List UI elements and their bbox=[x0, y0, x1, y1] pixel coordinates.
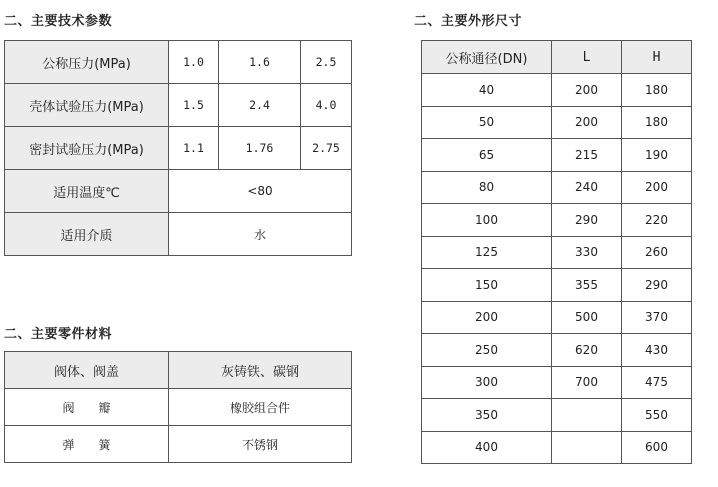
dn-cell: 150 bbox=[422, 269, 552, 302]
part-name: 阀 瓣 bbox=[5, 389, 169, 426]
table-row bbox=[5, 41, 352, 84]
table-row bbox=[5, 170, 352, 213]
l-cell: 240 bbox=[552, 171, 622, 204]
dn-cell: 200 bbox=[422, 301, 552, 334]
seal-test-pressure-label: 密封试验压力(MPa) bbox=[5, 127, 169, 170]
table-row bbox=[422, 269, 692, 302]
l-cell bbox=[552, 399, 622, 432]
header-dn: 公称通径(DN) bbox=[422, 41, 552, 74]
h-cell: 550 bbox=[622, 399, 692, 432]
parts-title: 二、主要零件材料 bbox=[4, 327, 113, 342]
seal-test-pressure-value: 2.75 bbox=[301, 127, 352, 170]
shell-test-pressure-value: 1.5 bbox=[169, 84, 219, 127]
header-l: L bbox=[552, 41, 622, 74]
dimensions-body bbox=[422, 74, 692, 464]
table-row bbox=[422, 74, 692, 107]
part-name: 弹 簧 bbox=[5, 426, 169, 463]
h-cell: 370 bbox=[622, 301, 692, 334]
l-cell: 215 bbox=[552, 139, 622, 172]
nominal-pressure-value: 1.6 bbox=[219, 41, 301, 84]
h-cell: 600 bbox=[622, 431, 692, 464]
table-row bbox=[422, 399, 692, 432]
l-cell: 330 bbox=[552, 236, 622, 269]
dn-cell: 100 bbox=[422, 204, 552, 237]
temperature-value: <80 bbox=[169, 170, 352, 213]
h-cell: 220 bbox=[622, 204, 692, 237]
nominal-pressure-label: 公称压力(MPa) bbox=[5, 41, 169, 84]
table-row bbox=[422, 171, 692, 204]
table-row bbox=[5, 426, 352, 463]
seal-test-pressure-value: 1.1 bbox=[169, 127, 219, 170]
table-row bbox=[422, 106, 692, 139]
dims-title: 二、主要外形尺寸 bbox=[414, 14, 523, 29]
seal-test-pressure-value: 1.76 bbox=[219, 127, 301, 170]
dn-cell: 250 bbox=[422, 334, 552, 367]
h-cell: 260 bbox=[622, 236, 692, 269]
h-cell: 180 bbox=[622, 74, 692, 107]
l-cell: 290 bbox=[552, 204, 622, 237]
dn-cell: 400 bbox=[422, 431, 552, 464]
table-row bbox=[422, 236, 692, 269]
dn-cell: 300 bbox=[422, 366, 552, 399]
table-row bbox=[5, 389, 352, 426]
l-cell: 620 bbox=[552, 334, 622, 367]
part-material: 橡胶组合件 bbox=[169, 389, 352, 426]
l-cell: 200 bbox=[552, 74, 622, 107]
nominal-pressure-value: 1.0 bbox=[169, 41, 219, 84]
h-cell: 190 bbox=[622, 139, 692, 172]
h-cell: 430 bbox=[622, 334, 692, 367]
l-cell: 355 bbox=[552, 269, 622, 302]
dn-cell: 40 bbox=[422, 74, 552, 107]
h-cell: 180 bbox=[622, 106, 692, 139]
table-row bbox=[422, 334, 692, 367]
table-row bbox=[5, 213, 352, 256]
h-cell: 290 bbox=[622, 269, 692, 302]
shell-test-pressure-label: 壳体试验压力(MPa) bbox=[5, 84, 169, 127]
l-cell: 500 bbox=[552, 301, 622, 334]
temperature-label: 适用温度℃ bbox=[5, 170, 169, 213]
dn-cell: 350 bbox=[422, 399, 552, 432]
dn-cell: 65 bbox=[422, 139, 552, 172]
dn-cell: 50 bbox=[422, 106, 552, 139]
part-material: 不锈钢 bbox=[169, 426, 352, 463]
medium-label: 适用介质 bbox=[5, 213, 169, 256]
l-cell: 200 bbox=[552, 106, 622, 139]
table-row bbox=[422, 204, 692, 237]
h-cell: 475 bbox=[622, 366, 692, 399]
l-cell: 700 bbox=[552, 366, 622, 399]
part-name: 阀体、阀盖 bbox=[5, 352, 169, 389]
h-cell: 200 bbox=[622, 171, 692, 204]
table-row bbox=[422, 366, 692, 399]
table-row bbox=[422, 139, 692, 172]
dn-cell: 80 bbox=[422, 171, 552, 204]
nominal-pressure-value: 2.5 bbox=[301, 41, 352, 84]
shell-test-pressure-value: 4.0 bbox=[301, 84, 352, 127]
table-row bbox=[422, 431, 692, 464]
medium-value: 水 bbox=[169, 213, 352, 256]
l-cell bbox=[552, 431, 622, 464]
dimensions-table bbox=[421, 40, 692, 464]
part-material: 灰铸铁、碳钢 bbox=[169, 352, 352, 389]
parts-materials-table bbox=[4, 351, 352, 463]
dn-cell: 125 bbox=[422, 236, 552, 269]
tech-title: 二、主要技术参数 bbox=[4, 14, 113, 29]
table-row bbox=[5, 127, 352, 170]
table-row bbox=[422, 301, 692, 334]
tech-params-table bbox=[4, 40, 352, 256]
table-row bbox=[422, 41, 692, 74]
table-row bbox=[5, 352, 352, 389]
header-h: H bbox=[622, 41, 692, 74]
table-row bbox=[5, 84, 352, 127]
shell-test-pressure-value: 2.4 bbox=[219, 84, 301, 127]
